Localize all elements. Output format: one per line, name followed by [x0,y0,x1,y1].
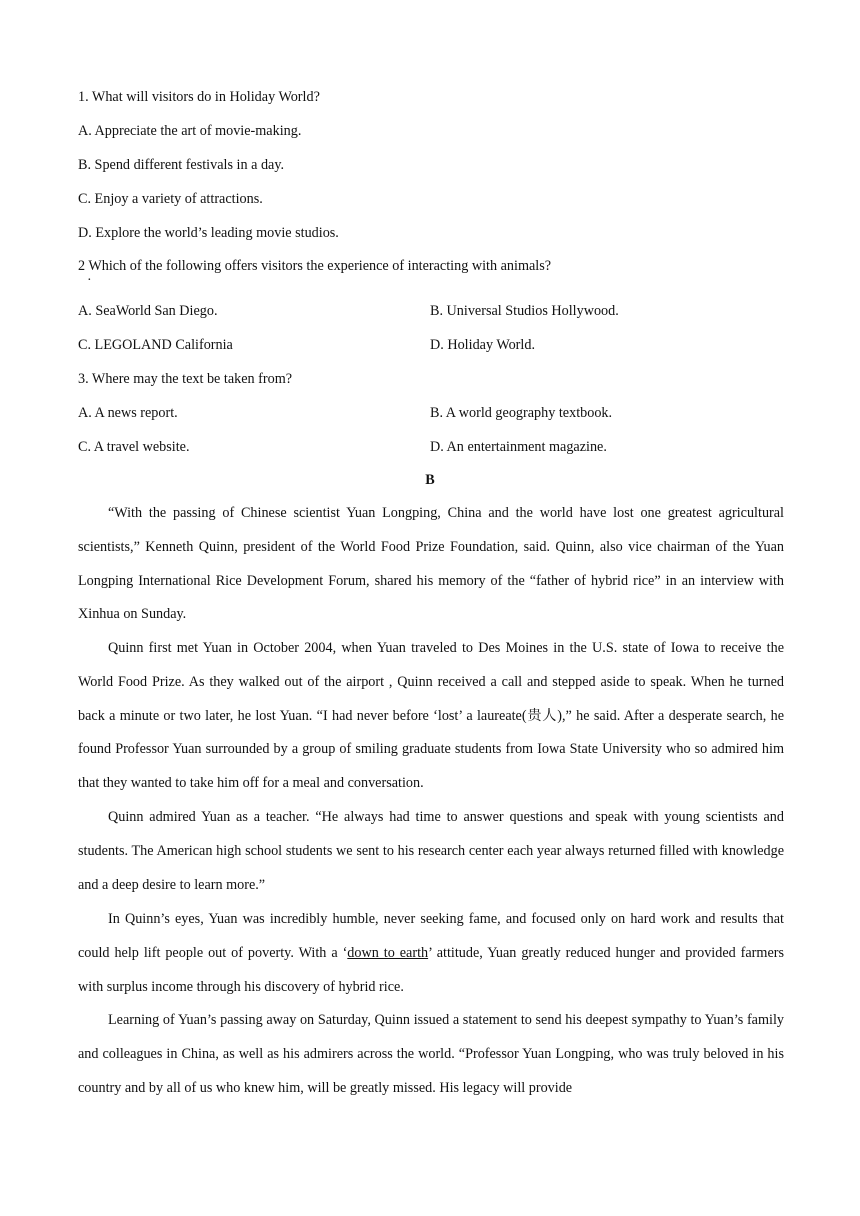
passage-heading: B [425,472,435,488]
question-2-option-d: D. Holiday World. [430,337,535,353]
question-3-option-a: A. A news report. [78,405,178,421]
paragraph-4-text-end: ’ attitude, Yuan greatly reduced hunger and provided farmers with surplus income through his discovery of hybrid rice. [78,944,784,995]
question-1-option-d: D. Explore the world’s leading movie studios. [78,225,339,241]
passage-paragraph-5: Learning of Yuan’s passing away on Saturday, Quinn issued a statement to send his deepest sympathy to Yuan’s family and colleagues in China, as well as his admirers across the world. “Professor Yuan Longping, who was truly beloved in his country and by all of us who knew him, will be greatly missed. His legacy will provide [78,1012,784,1096]
question-3-stem: 3. Where may the text be taken from? [78,371,293,387]
passage-paragraph-2: Quinn first met Yuan in October 2004, when Yuan traveled to Des Moines in the U.S. state of Iowa to receive the World Food Prize. As they walked out of the airport , Quinn received a call and stepped aside to speak. When he turned back a minute or two later, he lost Yuan. “I had never before ‘lost’ a laureate(贵人),” he said. After a desperate search, he found Professor Yuan surrounded by a group of smiling graduate students from Iowa State University who so admired him that they wanted to take him off for a meal and conversation. [78,640,784,792]
question-3-option-d: D. An entertainment magazine. [430,439,607,455]
question-3-option-c: C. A travel website. [78,439,190,455]
question-1-option-a: A. Appreciate the art of movie-making. [78,123,302,139]
passage-paragraph-3: Quinn admired Yuan as a teacher. “He always had time to answer questions and speak with young scientists and students. The American high school students we sent to his research center each year always returned filled with knowledge and a deep desire to learn more.” [78,809,784,893]
paragraph-4-text-start: In Quinn’s eyes, Yuan was incredibly humble, never seeking fame, and focused only on hard work and results that could help lift people out of poverty. With a ‘ [78,911,784,961]
question-1-option-c: C. Enjoy a variety of attractions. [78,191,263,207]
question-1-option-b: B. Spend different festivals in a day. [78,157,285,173]
question-3-option-b: B. A world geography textbook. [430,405,613,421]
underlined-phrase: down to earth [347,944,429,961]
question-1-stem: 1. What will visitors do in Holiday World? [78,89,320,105]
question-2-option-a: A. SeaWorld San Diego. [78,303,218,319]
question-2-option-b: B. Universal Studios Hollywood. [430,303,619,319]
question-2-option-c: C. LEGOLAND California [78,337,233,353]
passage-paragraph-4 [78,903,784,1004]
question-2-stem: 2 Which of the following offers visitors the experience of interacting with animals? [78,258,552,274]
question-2-stem-dot: · [87,273,92,288]
passage-paragraph-1: “With the passing of Chinese scientist Yuan Longping, China and the world have lost one greatest agricultural scientists,” Kenneth Quinn, president of the World Food Prize Foundation, said. Quinn, also vice chairman of the Yuan Longping International Rice Development Forum, shared his memory of the “father of hybrid rice” in an interview with Xinhua on Sunday. [78,505,784,623]
